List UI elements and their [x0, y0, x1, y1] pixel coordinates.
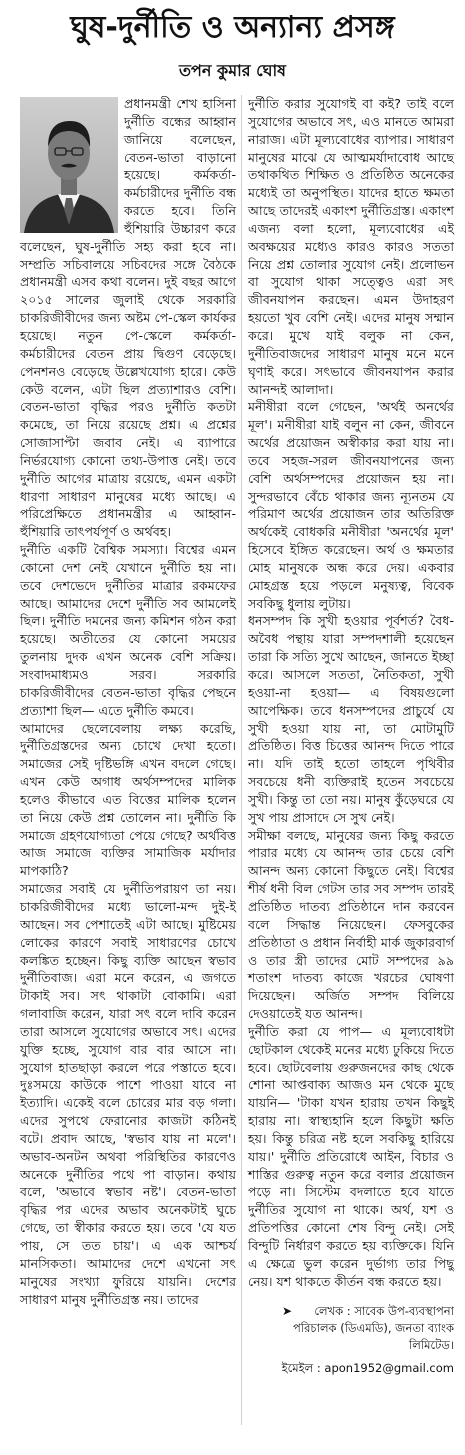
- body-paragraph: মনীষীরা বলে গেছেন, 'অর্থই অনর্থের মূল'। মনীষীরা যাই বলুন না কেন, জীবনে অর্থের প্রয়োজন অস্বীকার করা যায় না। তবে সহজ-সরল জীবনযাপনের জন্য বেশি অর্থসম্পদের প্রয়োজন হয় না। সুন্দরভাবে বেঁচে থাকার জন্য ন্যূনতম যে পরিমাণ অর্থের প্রয়োজন তার অতিরিক্ত অর্থকেই বোধকরি মনীষীরা 'অনর্থের মূল' হিসেবে ইঙ্গিত করেছেন। অর্থ ও ক্ষমতার মোহ মানুষকে অন্ধ করে দেয়। একবার মোহগ্রস্ত হয়ে পড়লে মনুষ্যত্ব, বিবেক সবকিছু ধুলায় লুটায়।: [248, 399, 454, 611]
- author-email: ইমেইল : apon1952@gmail.com: [281, 1360, 454, 1375]
- article-headline: ঘুষ-দুর্নীতি ও অন্যান্য প্রসঙ্গ: [70, 10, 395, 45]
- author-photo: [20, 97, 118, 233]
- body-paragraph: ধনসম্পদ কি সুখী হওয়ার পূর্বশর্ত? বৈধ-অবৈধ পন্থায় যারা সম্পদশালী হয়েছেন তারা কি সত্যি সুখে আছেন, জানতে ইচ্ছা করে। আসলে সততা, নৈতিকতা, সুখী হওয়া-না হওয়া— এ বিষয়গুলো আপেক্ষিক। তবে ধনসম্পদের প্রাচুর্যে যে সুখী হওয়া যায় না, তা মোটামুটি প্রতিষ্ঠিত। বিত্ত চিত্তের আনন্দ দিতে পারে না। যদি তাই হতো তাহলে পৃথিবীর সবচেয়ে ধনী ব্যক্তিরাই হতেন সবচেয়ে সুখী। কিন্তু তা তো নয়। মানুষ কুঁড়েঘরে যে সুখ পায় প্রাসাদে সে সুখ নেই।: [248, 613, 454, 825]
- right-column: [248, 95, 454, 1377]
- author-portrait-image: [20, 97, 118, 233]
- author-note: [248, 1303, 454, 1354]
- arrow-icon: ➤: [282, 1303, 293, 1318]
- lead-paragraph: প্রধানমন্ত্রী শেখ হাসিনা দুর্নীতি বন্ধের আহ্বান জানিয়ে বলেছেন, বেতন-ভাতা বাড়ানো হয়েছে। কর্মকর্তা-কর্মচারীদের দুর্নীতি বন্ধ করতে হবে। তিনি হুঁশিয়ারি উচ্চারণ করে বলেছেন, ঘুষ-দুর্নীতি সহ্য করা হবে না। সম্প্রতি সচিবালয়ে সচিবদের সঙ্গে বৈঠকে প্রধানমন্ত্রী এসব কথা বলেন। দুই বছর আগে ২০১৫ সালের জুলাই থেকে সরকারি চাকরিজীবীদের জন্য অষ্টম পে-স্কেল কার্যকর হয়েছে। নতুন পে-স্কেলে কর্মকর্তা-কর্মচারীদের বেতন প্রায় দ্বিগুণ বেড়েছে। পেনশনও বেড়েছে উল্লেখযোগ্য হারে। কেউ কেউ বলেন, এটা ছিল প্রত্যাশারও বেশি। বেতন-ভাতা বৃদ্ধির পরও দুর্নীতি কতটা কমেছে, তা নিয়ে রয়েছে প্রশ্ন। এ প্রশ্নের সোজাসাপ্টা জবাব নেই। এ ব্যাপারে নির্ভরযোগ্য কোনো তথ্য-উপাত্ত নেই। তবে দুর্নীতি আগের মাত্রায় রয়েছে, এমন একটা ধারণা সাধারণ মানুষের মধ্যে আছে। এ পরিপ্রেক্ষিতে প্রধানমন্ত্রীর এ আহ্বান-হুঁশিয়ারি তাৎপর্যপূর্ণ ও অর্থবহ।: [20, 96, 236, 540]
- body-paragraph: সমাজের সবাই যে দুর্নীতিপরায়ণ তা নয়। চাকরিজীবীদের মধ্যে ভালো-মন্দ দুই-ই আছেন। সব পেশাতেই এটা আছে। মুষ্টিমেয় লোকের কারণে সবাই সাধারণের চোখে কলঙ্কিত হচ্ছেন। কিছু ব্যক্তি আছেন স্বভাব দুর্নীতিবাজ। এরা মনে করেন, এ জগতে টাকাই সব। সৎ থাকাটা বোকামি। এরা গলাবাজি করেন, যারা সৎ বলে দাবি করেন তারা আসলে সুযোগের অভাবে সৎ। এদের যুক্তি হচ্ছে, সুযোগ বার বার আসে না। সুযোগ হাতছাড়া করলে পরে পস্তাতে হবে। দুঃসময়ে কাউকে পাশে পাওয়া যাবে না ইত্যাদি। একেই বলে চোরের মার বড় গলা। এদের সুপথে ফেরানোর কাজটা কঠিনই বটে। প্রবাদ আছে, 'স্বভাব যায় না মলে'। অভাব-অনটন অথবা পরিস্থিতির কারণেও অনেকে দুর্নীতির পথে পা বাড়ান। কথায় বলে, 'অভাবে স্বভাব নষ্ট'। বেতন-ভাতা বৃদ্ধির পর এদের অভাব অনেকটাই ঘুচে গেছে, তা স্বীকার করতে হয়। তবে 'যে যত পায়, সে তত চায়'। এ এক আশ্চর্য মানসিকতা। আমাদের দেশে এখনো সৎ মানুষের সংখ্যা ফুরিয়ে যায়নি। দেশের সাধারণ মানুষ দুর্নীতিগ্রস্ত নয়। তাদের: [20, 881, 236, 1307]
- body-paragraph: দুর্নীতি করার সুযোগই বা কই? তাই বলে সুযোগের অভাবে সৎ, এও মানতে আমরা নারাজ। এটা মূল্যবোধের ব্যাপার। সাধারণ মানুষের মাঝে যে আত্মমর্যাদাবোধ আছে তথাকথিত শিক্ষিত ও প্রতিষ্ঠিত অনেকের মধ্যেই তা অনুপস্থিত। যাদের হাতে ক্ষমতা আছে তাদেরই একাংশ দুর্নীতিগ্রস্ত। একাংশ এজন্য বলা হলো, মূল্যবোধের এই অবক্ষয়ের মধ্যেও কারও কারও সততা নিয়ে প্রশ্ন তোলার সুযোগ নেই। প্রলোভন বা সুযোগ থাকা সত্ত্বেও এরা সৎ জীবনযাপন করছেন। এমন উদাহরণ হয়তো খুব বেশি নেই। এদের মানুষ সম্মান করে। মুখে যাই বলুক না কেন, দুর্নীতিবাজদের সাধারণ মানুষ মনে মনে ঘৃণাই করে। সৎভাবে জীবনযাপন করার আনন্দই আলাদা।: [248, 96, 454, 397]
- body-paragraph: সমীক্ষা বলছে, মানুষের জন্য কিছু করতে পারার মধ্যে যে আনন্দ তার চেয়ে বেশি আনন্দ অন্য কোনো কিছুতে নেই। বিশ্বের শীর্ষ ধনী বিল গেটস তার সব সম্পদ তারই প্রতিষ্ঠিত দাতব্য প্রতিষ্ঠানে দান করবেন বলে সিদ্ধান্ত নিয়েছেন। ফেসবুকের প্রতিষ্ঠাতা ও প্রধান নির্বাহী মার্ক জুকারবার্গ ও তার স্ত্রী তাদের মোট সম্পদের ৯৯ শতাংশ দাতব্য কাজে খরচের ঘোষণা দিয়েছেন। অর্জিত সম্পদ বিলিয়ে দেওয়াতেই যত আনন্দ।: [248, 827, 454, 1022]
- body-paragraph: আমাদের ছেলেবেলায় লক্ষ্য করেছি, দুর্নীতিগ্রস্তদের অন্য চোখে দেখা হতো। সমাজের সেই দৃষ্টিভঙ্গি এখন বদলে গেছে। এখন কেউ অগাধ অর্থসম্পদের মালিক হলেও কীভাবে এত বিত্তের মালিক হলেন তা নিয়ে কেউ প্রশ্ন তোলেন না। দুর্নীতি কি সমাজে গ্রহণযোগ্যতা পেয়ে গেছে? অর্থবিত্ত আজ সমাজে ব্যক্তির সামাজিক মর্যাদার মাপকাঠি?: [20, 720, 236, 879]
- body-paragraph: দুর্নীতি একটি বৈশ্বিক সমস্যা। বিশ্বের এমন কোনো দেশ নেই যেখানে দুর্নীতি হয় না। তবে দেশভেদে দুর্নীতির মাত্রার রকমফের আছে। আমাদের দেশে দুর্নীতি সব আমলেই ছিল। দুর্নীতি দমনের জন্য কমিশন গঠন করা হয়েছে। অতীতের যে কোনো সময়ের তুলনায় দুদক এখন অনেক বেশি সক্রিয়। সংবাদমাধ্যমও সরব। সরকারি চাকরিজীবীদের বেতন-ভাতা বৃদ্ধির পেছনে প্রত্যাশা ছিল— এতে দুর্নীতি কমবে।: [20, 542, 236, 718]
- body-paragraph: দুর্নীতি করা যে পাপ— এ মূল্যবোধটা ছোটকাল থেকেই মনের মধ্যে ঢুকিয়ে দিতে হবে। ছোটবেলায় গুরুজনদের কাছ থেকে শোনা আপ্তবাক্য আজও মন থেকে মুছে যায়নি— 'টাকা যখন হারায় তখন কিছুই হারায় না। স্বাস্থ্যহানি হলে কিছুটা ক্ষতি হয়। কিন্তু চরিত্র নষ্ট হলে সবকিছু হারিয়ে যায়।' দুর্নীতি প্রতিরোধে আইন, বিচার ও শাস্তির গুরুত্ব নতুন করে বলার প্রয়োজন পড়ে না। সিস্টেম বদলাতে হবে যাতে দুর্নীতির সুযোগ না থাকে। অর্থ, যশ ও প্রতিপত্তির কোনো শেষ বিন্দু নেই। সেই বিন্দুটি নির্ধারণ করতে হয় ব্যক্তিকে। যিনি এ ক্ষেত্রে ভুল করেন দুর্ভাগ্য তার পিছু নেয়। যশ থাকতে কীর্তন বন্ধ করতে হয়।: [248, 1023, 454, 1289]
- column-divider: [241, 95, 242, 1425]
- author-note-text: লেখক : সাবেক উপ-ব্যবস্থাপনা পরিচালক (ডিএমডি), জনতা ব্যাংক লিমিটেড।: [293, 1303, 454, 1352]
- left-column: [20, 95, 236, 1308]
- author-byline: তপন কুমার ঘোষ: [179, 61, 286, 80]
